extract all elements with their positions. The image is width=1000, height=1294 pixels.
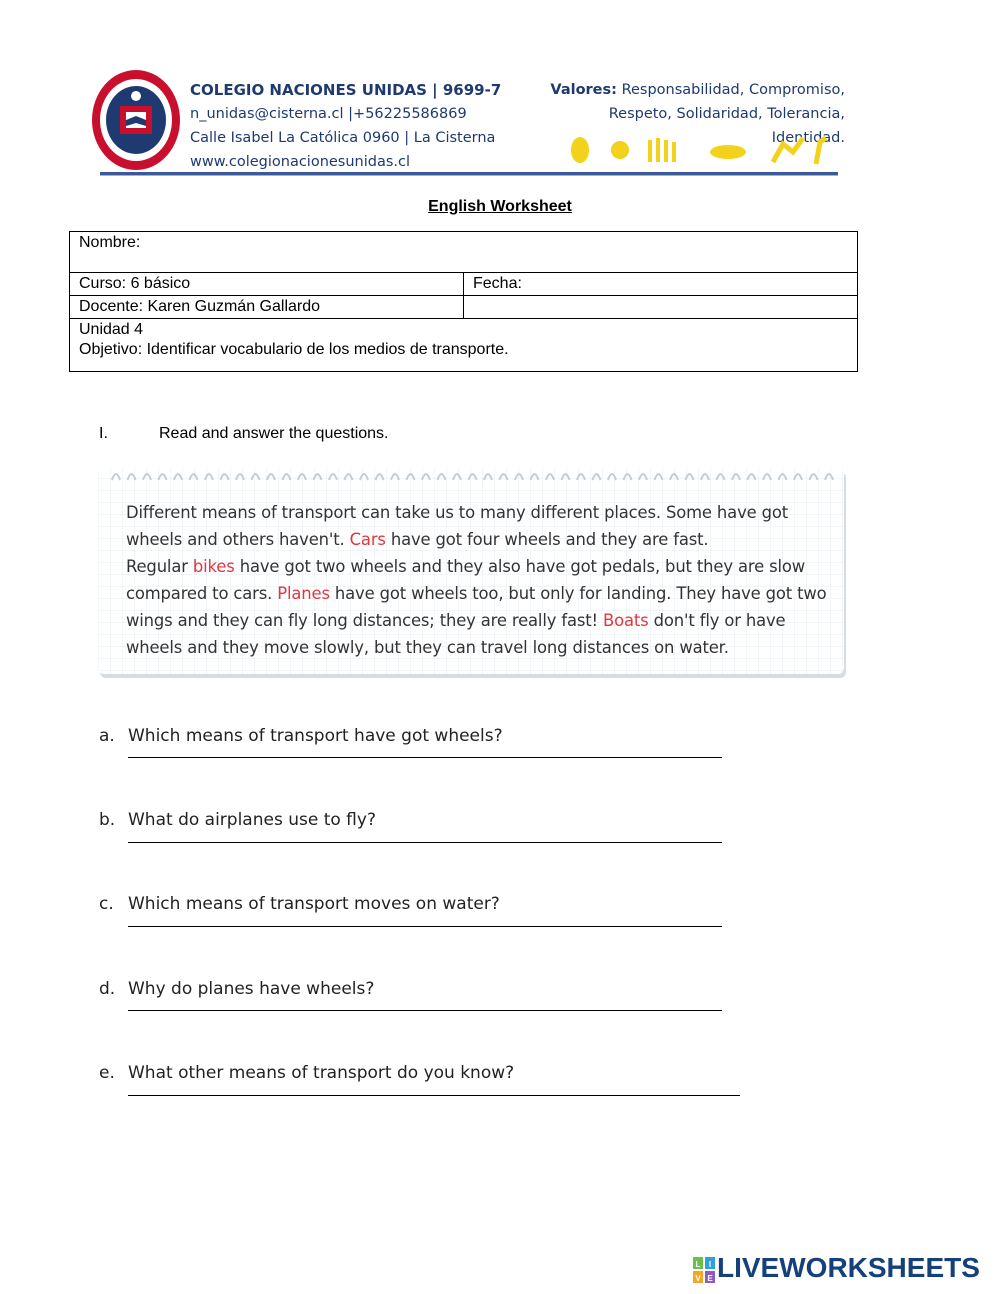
- question-text: What other means of transport do you know?: [128, 1063, 515, 1083]
- keyword-planes: Planes: [277, 584, 330, 603]
- unit-cell: [70, 319, 858, 372]
- question-letter: e.: [99, 1063, 115, 1083]
- school-info: [190, 78, 501, 174]
- answer-line-e[interactable]: [128, 1094, 740, 1096]
- keyword-boats: Boats: [603, 611, 649, 630]
- handshake-icon: [710, 145, 746, 159]
- instruction: [99, 425, 388, 443]
- values-line-2: Respeto, Solidaridad, Tolerancia, Identidad.: [608, 106, 845, 146]
- passage-text-2: have got four wheels and they are fast.: [390, 530, 709, 549]
- question-text: Which means of transport moves on water?: [128, 894, 500, 914]
- keyword-bikes: bikes: [192, 557, 235, 576]
- question-text: Why do planes have wheels?: [128, 979, 375, 999]
- answer-line-a[interactable]: [128, 756, 722, 758]
- teacher-cell: [70, 296, 464, 319]
- school-website: www.colegionacionesunidas.cl: [190, 154, 411, 170]
- question-letter: c.: [99, 894, 114, 914]
- passage-text-3: Regular: [126, 557, 188, 576]
- values-label: Valores:: [550, 82, 617, 98]
- student-info-table: [69, 231, 858, 372]
- liveworksheets-brand: LIVEWORKSHEETS: [717, 1252, 980, 1283]
- worksheet-title: English Worksheet: [428, 198, 572, 215]
- fingerprint-icon: [571, 137, 589, 163]
- course-label: Curso: 6 básico: [79, 275, 191, 292]
- icon-letter-l: L: [695, 1260, 701, 1269]
- question-letter: d.: [99, 979, 116, 999]
- question-letter: a.: [99, 726, 115, 746]
- passage-text-6: don't fly or have wheels and they move slowly, but they can travel long distances on water.: [126, 611, 786, 657]
- values-icons: [568, 134, 828, 166]
- answer-line-d[interactable]: [128, 1009, 722, 1011]
- school-contact: n_unidas@cisterna.cl |+56225586869: [190, 106, 467, 122]
- name-label: Nombre:: [79, 234, 141, 251]
- question-e: [99, 1063, 514, 1083]
- icon-letter-v: V: [695, 1274, 701, 1283]
- question-text: Which means of transport have got wheels?: [128, 726, 503, 746]
- passage-text-1: Different means of transport can take us to many different places. Some have got wheels and others haven't.: [126, 503, 789, 549]
- instruction-number: I.: [99, 425, 108, 442]
- reading-passage: [126, 499, 836, 661]
- name-cell[interactable]: [70, 232, 858, 273]
- question-a: [99, 726, 503, 746]
- passage-text-4: have got two wheels and they also have got pedals, but they are slow compared to cars.: [126, 557, 805, 603]
- liveworksheets-logo[interactable]: [693, 1252, 993, 1285]
- empty-cell: [464, 296, 858, 319]
- date-label: Fecha:: [473, 275, 522, 292]
- keyword-cars: Cars: [349, 530, 386, 549]
- unit-label: Unidad 4: [79, 321, 144, 338]
- school-seal-logo: [90, 68, 182, 172]
- instruction-text: Read and answer the questions.: [159, 425, 389, 442]
- people-icon: [648, 140, 652, 162]
- question-b: [99, 810, 376, 830]
- course-cell: [70, 273, 464, 296]
- school-address: Calle Isabel La Católica 0960 | La Cisterna: [190, 130, 496, 146]
- icon-letter-i: I: [708, 1260, 712, 1269]
- reading-card: [98, 466, 848, 680]
- question-c: [99, 894, 500, 914]
- passage-text-5: have got wheels too, but only for landing. They have got two wings and they can fly long distances; they are really fast!: [126, 584, 827, 630]
- question-text: What do airplanes use to fly?: [128, 810, 376, 830]
- teacher-label: Docente: Karen Guzmán Gallardo: [79, 298, 321, 315]
- values-line-1: Responsabilidad, Compromiso,: [621, 82, 845, 98]
- question-d: [99, 979, 374, 999]
- header-divider: [100, 172, 838, 176]
- icon-letter-e: E: [707, 1274, 713, 1283]
- answer-line-c[interactable]: [128, 925, 722, 927]
- hand-icon: [816, 138, 826, 164]
- date-cell[interactable]: [464, 273, 858, 296]
- sun-icon: [611, 141, 629, 159]
- objective-label: Objetivo: Identificar vocabulario de los medios de transporte.: [79, 341, 509, 358]
- plant-icon: [773, 138, 803, 162]
- liveworksheets-icon: [693, 1257, 715, 1283]
- question-letter: b.: [99, 810, 116, 830]
- answer-line-b[interactable]: [128, 841, 722, 843]
- school-header: [90, 62, 845, 182]
- school-name: COLEGIO NACIONES UNIDAS | 9699-7: [190, 81, 502, 99]
